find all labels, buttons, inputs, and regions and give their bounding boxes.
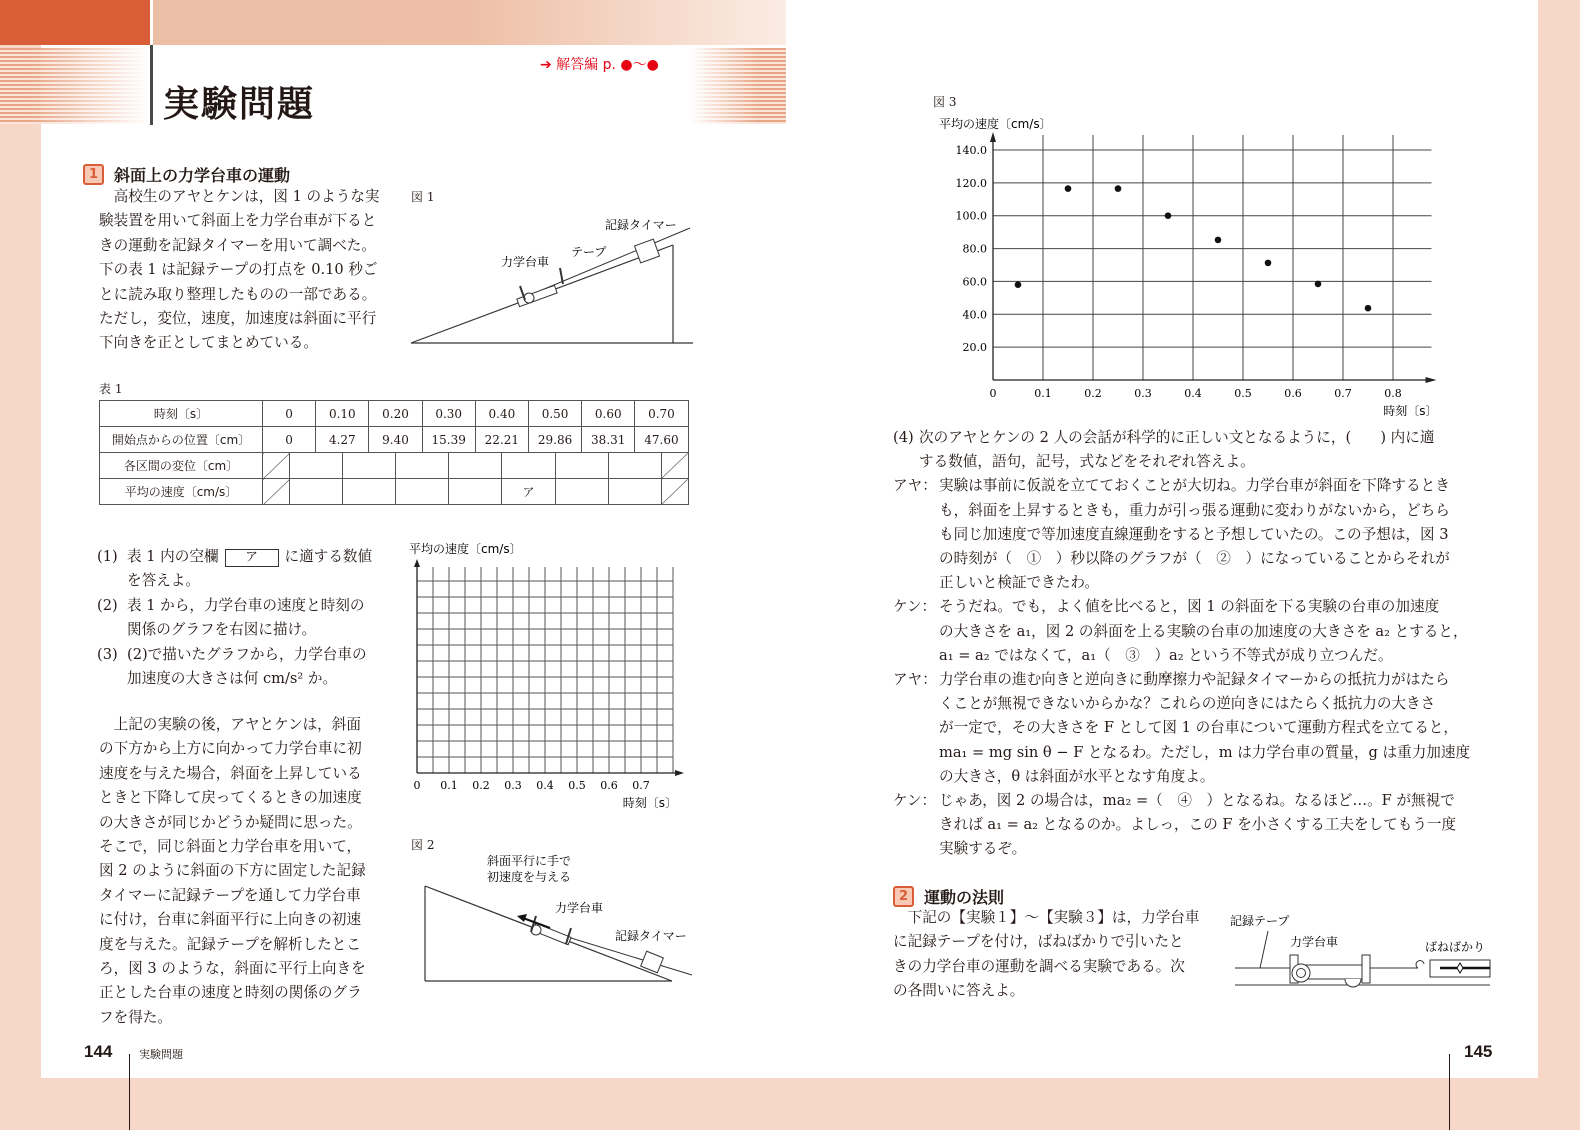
text-line: 正とした台車の速度と時刻の関係のグラ: [99, 984, 362, 1002]
y-tick-label: 40.0: [962, 308, 987, 322]
table-cell: 0.30: [422, 401, 475, 427]
fig2-cart-label: 力学台車: [555, 901, 604, 915]
tape-label: 記録テープ: [1230, 914, 1290, 928]
table-cell: [342, 479, 395, 505]
question-item: [97, 594, 397, 643]
text-line: に記録テープを付け，ばねばかりで引いたと: [893, 933, 1184, 951]
text-line: の下方から上方に向かって力学台車に初: [99, 740, 362, 758]
text-line: きれば a₁ = a₂ となるのか。よしっ，この F を小さくする工夫をしてもう一度: [939, 816, 1457, 834]
table-cell: 0: [263, 401, 316, 427]
question-number: (1): [97, 548, 118, 565]
text-line: 下の表 1 は記録テープの打点を 0.10 秒ご: [99, 261, 378, 279]
text-line: が一定で，その大きさを F として図 1 の台車について運動方程式を立てると，: [939, 719, 1458, 737]
dialog-turn: [893, 668, 1493, 789]
header-gradient-band: [153, 0, 786, 45]
table-row: [100, 427, 689, 453]
text-line: 実験するぞ。: [939, 840, 1027, 858]
question-body: [919, 426, 1434, 474]
x-axis-arrow: [675, 770, 684, 776]
dialog-body: [939, 668, 1470, 789]
section2-figure: [1220, 905, 1490, 995]
row-header: 各区間の変位〔cm〕: [100, 453, 263, 479]
questions-list: [97, 545, 397, 691]
x-tick-label: 0.4: [1184, 387, 1202, 400]
text-line: 関係のグラフを右図に描け。: [127, 621, 317, 639]
section2-heading: [893, 885, 1004, 908]
y-tick-label: 60.0: [962, 275, 987, 289]
table-cell: 0.40: [475, 401, 528, 427]
text-line: の大きさ，θ は斜面が水平となす角度よ。: [939, 767, 1215, 785]
text-line: 速度を与えた場合，斜面を上昇している: [99, 764, 362, 782]
speaker: アヤ：: [893, 477, 937, 495]
text-line: (2)で描いたグラフから，力学台車の: [127, 645, 367, 663]
empty-slashed-cell: [263, 479, 290, 505]
text-line: も同じ加速度で等加速度直線運動をすると予想していたの。この予想は，図 3: [939, 525, 1449, 543]
text-line: 力学台車の進む向きと逆向きに動摩擦力や記録タイマーからの抵抗力がはたら: [939, 671, 1450, 689]
question-number: (4): [893, 429, 914, 446]
speaker: ケン：: [893, 598, 937, 616]
footer-divider-left: [129, 1054, 130, 1130]
x-tick-label: 0.3: [1134, 387, 1152, 400]
question-number: (2): [97, 596, 118, 614]
left-margin: [0, 124, 41, 1130]
fig2-push-label-2: 初速度を与える: [487, 870, 572, 884]
question-number: (3): [97, 645, 118, 663]
text-line: も，斜面を上昇するときも，重力が引っ張る運動に変わりがないから，どちら: [939, 501, 1450, 519]
data-point: [1315, 281, 1322, 288]
dialog-turn: [893, 789, 1493, 862]
empty-slashed-cell: [661, 453, 688, 479]
x-tick-label: 0.6: [1284, 387, 1302, 400]
text: に適する数値: [284, 548, 373, 565]
x-tick-label: 0.3: [504, 779, 522, 792]
story-text: [99, 713, 404, 1030]
x-tick-label: 0.5: [568, 779, 586, 792]
blank-graph: [405, 537, 695, 810]
data-point: [1165, 212, 1172, 219]
header-accent-block: [0, 0, 150, 45]
y-tick-label: 100.0: [955, 209, 987, 223]
fig1-timer-label: 記録タイマー: [605, 218, 677, 232]
text-line: ma₁ = mg sin θ − F となるわ。ただし，m は力学台車の質量，g は重力加速度: [939, 743, 1471, 761]
table-cell: [449, 453, 502, 479]
x-tick-label: 0.5: [1234, 387, 1252, 400]
text-line: 下記の【実験１】〜【実験３】は，力学台車: [893, 909, 1200, 926]
text-line: とに読み取り整理したものの一部である。: [99, 285, 377, 303]
table-cell: 4.27: [316, 427, 369, 453]
x-tick-label: 0.7: [1334, 387, 1352, 400]
text-line: 上記の実験の後，アヤとケンは，斜面: [99, 716, 361, 733]
fig1-cart-label: 力学台車: [501, 255, 550, 269]
row-header: 平均の速度〔cm/s〕: [100, 479, 263, 505]
text: 表 1 内の空欄: [127, 548, 219, 565]
text-line: 実験は事前に仮説を立てておくことが大切ね。力学台車が斜面を下降するとき: [939, 477, 1450, 495]
x-tick-label: 0.2: [1084, 387, 1102, 400]
text-line: を答えよ。: [127, 572, 200, 590]
page-title: 実験問題: [163, 84, 316, 125]
table-cell: [449, 479, 502, 505]
data-point: [1015, 281, 1022, 288]
x-tick-label: 0.8: [1384, 387, 1402, 400]
table-cell: [608, 479, 661, 505]
x-tick-label: 0: [989, 387, 997, 400]
question-body: [127, 545, 372, 594]
section-number-badge: 2: [893, 886, 914, 907]
table-row: [100, 401, 689, 427]
speaker: ケン：: [893, 792, 937, 810]
data-point: [1115, 185, 1122, 192]
fig3-xlabel: 時刻〔s〕: [1383, 404, 1438, 418]
x-tick-label: 0.7: [632, 779, 650, 792]
fig2-push-label-1: 斜面平行に手で: [487, 854, 572, 868]
table-row: [100, 453, 689, 479]
table-cell: [342, 453, 395, 479]
fig1-cart-wheel: [524, 293, 534, 303]
question4: [893, 426, 1493, 474]
table-cell: 0.60: [582, 401, 635, 427]
fig1-tape: [530, 228, 690, 295]
dialog-body: [939, 789, 1456, 862]
text-line: の時刻が（ ① ）秒以降のグラフが（ ② ）になっていることからそれが: [939, 550, 1450, 568]
table-cell: [555, 479, 608, 505]
section1-heading: [83, 163, 290, 186]
table-cell: 0.50: [528, 401, 581, 427]
table-cell: 47.60: [635, 427, 688, 453]
y-tick-label: 80.0: [962, 242, 987, 256]
question-body: [127, 594, 364, 643]
y-tick-label: 20.0: [962, 341, 987, 355]
text-line: 正しいと検証できたわ。: [939, 574, 1099, 592]
fig2-timer: [641, 951, 664, 973]
answer-reference: ➔ 解答編 p. ●〜●: [540, 57, 659, 73]
text-line: 下向きを正としてまとめている。: [99, 334, 318, 352]
fig3-chart: [925, 110, 1445, 418]
table-cell: [289, 453, 342, 479]
section2-intro: [893, 906, 1218, 1004]
dialog-body: [939, 595, 1468, 668]
section-number-badge: 1: [83, 164, 104, 185]
x-tick-label: 0.4: [536, 779, 554, 792]
text-line: 験装置を用いて斜面上を力学台車が下ると: [99, 212, 377, 230]
table-cell: 0.70: [635, 401, 688, 427]
question-item: [97, 545, 397, 594]
x-axis-arrow: [1426, 377, 1437, 383]
x-tick-label: 0: [413, 779, 421, 792]
x-tick-label: 0.6: [600, 779, 618, 792]
dialog-body: [939, 474, 1450, 595]
cart-post: [1362, 955, 1370, 983]
section1-title: 斜面上の力学台車の運動: [114, 166, 291, 185]
table-cell: ア: [502, 479, 555, 505]
row-header: 時刻〔s〕: [100, 401, 263, 427]
text-line: [127, 545, 372, 569]
text-line: に付け，台車に斜面平行に上向きの初速: [99, 911, 362, 929]
fig1-diagram: [405, 200, 695, 350]
x-tick-label: 0.1: [440, 779, 458, 792]
table-cell: [289, 479, 342, 505]
empty-slashed-cell: [263, 453, 290, 479]
blank-box-a: ア: [225, 549, 279, 567]
text-line: の各問いに答えよ。: [893, 982, 1025, 1000]
tape-leader: [1260, 931, 1268, 968]
data-point: [1365, 305, 1372, 312]
y-axis-arrow: [414, 559, 420, 567]
dialog-turn: [893, 595, 1493, 668]
question-body: [127, 643, 367, 692]
question-item: [97, 643, 397, 692]
page-number-right: 145: [1464, 1042, 1493, 1061]
running-title: 実験問題: [139, 1048, 183, 1061]
dialog-turn: [893, 474, 1493, 595]
table-cell: 0.20: [369, 401, 422, 427]
y-axis-arrow: [990, 132, 996, 142]
table-cell: 29.86: [528, 427, 581, 453]
y-tick-label: 120.0: [955, 176, 987, 190]
question4-dialog: [893, 426, 1493, 862]
blank-graph-xlabel: 時刻〔s〕: [622, 796, 677, 810]
text-line: くことが無視できないからかな？これらの逆向きにはたらく抵抗力の大きさ: [939, 695, 1436, 713]
row-header: 開始点からの位置〔cm〕: [100, 427, 263, 453]
empty-slashed-cell: [661, 479, 688, 505]
text-line: タイマーに記録テープを通して力学台車: [99, 886, 361, 904]
text-line: 度を与えた。記録テープを解析したとこ: [99, 935, 361, 953]
header-stripes-left: [0, 48, 150, 124]
text-line: 図 2 のように斜面の下方に固定した記録: [99, 862, 366, 880]
fig1-label: 図 1: [411, 190, 435, 204]
speaker: アヤ：: [893, 671, 937, 689]
footer-divider-right: [1449, 1054, 1450, 1130]
text-line: じゃあ，図 2 の場合は，ma₂ =（ ④ ）となるね。なるほど…。F が無視で: [939, 792, 1455, 810]
table1-label: 表 1: [99, 382, 123, 396]
text-line: の大きさを a₁，図 2 の斜面を上る実験の台車の加速度の大きさを a₂ とすると，: [939, 622, 1468, 640]
table-cell: [395, 453, 448, 479]
page-number-left: 144: [84, 1042, 113, 1061]
text-line: ときと下降して戻ってくるときの加速度: [99, 789, 362, 807]
text-line: そこで，同じ斜面と力学台車を用いて，: [99, 838, 362, 856]
blank-graph-ylabel: 平均の速度〔cm/s〕: [409, 542, 522, 556]
cart-wheel-hub: [1297, 969, 1306, 978]
table-cell: 9.40: [369, 427, 422, 453]
text-line: ろ，図 3 のような，斜面に平行上向きを: [99, 960, 366, 978]
table1: [99, 400, 689, 505]
table-row: [100, 479, 689, 505]
cart-wheel-rear: [1345, 979, 1361, 987]
table-cell: 0: [263, 427, 316, 453]
table-cell: [555, 453, 608, 479]
section1-intro: [99, 185, 404, 356]
table-cell: [502, 453, 555, 479]
text-line: きの力学台車の運動を調べる実験である。次: [893, 957, 1185, 975]
text-line: a₁ = a₂ ではなくて，a₁（ ③ ）a₂ という不等式が成り立つんだ。: [939, 646, 1393, 664]
fig2-push-arrowhead: [517, 914, 527, 922]
fig3-ylabel: 平均の速度〔cm/s〕: [939, 117, 1052, 131]
text-line: 表 1 から，力学台車の速度と時刻の: [127, 596, 365, 614]
x-tick-label: 0.1: [1034, 387, 1052, 400]
cart-label: 力学台車: [1290, 935, 1339, 949]
data-point: [1065, 185, 1072, 192]
title-divider: [150, 45, 153, 125]
fig2-timer-label: 記録タイマー: [615, 929, 687, 943]
text-line: 加速度の大きさは何 cm/s² か。: [127, 670, 338, 688]
text-line: フを得た。: [99, 1008, 172, 1026]
fig2-diagram: [405, 850, 705, 985]
text-line: そうだね。でも，よく値を比べると，図 1 の斜面を下る実験の台車の加速度: [939, 598, 1440, 616]
table-cell: 15.39: [422, 427, 475, 453]
y-tick-label: 140.0: [955, 144, 987, 157]
table-cell: [608, 453, 661, 479]
table-cell: 38.31: [582, 427, 635, 453]
table-cell: 0.10: [316, 401, 369, 427]
fig3-label: 図 3: [933, 95, 957, 109]
text-line: する数値，語句，記号，式などをそれぞれ答えよ。: [919, 453, 1255, 471]
text-line: の大きさが同じかどうか疑問に思った。: [99, 813, 362, 831]
text-line: きの運動を記録タイマーを用いて調べた。: [99, 236, 376, 254]
spring-label: ばねばかり: [1425, 940, 1486, 954]
spring-hook: [1416, 961, 1424, 968]
header-stripes-right: [690, 48, 786, 124]
text-line: 高校生のアヤとケンは，図 1 のような実: [99, 188, 380, 205]
x-tick-label: 0.2: [472, 779, 490, 792]
data-point: [1215, 237, 1222, 244]
data-point: [1265, 260, 1272, 267]
table-cell: [395, 479, 448, 505]
text-line: ただし，変位，速度，加速度は斜面に平行: [99, 310, 377, 328]
fig2-label: 図 2: [411, 838, 435, 852]
section2-title: 運動の法則: [924, 888, 1005, 907]
fig1-tape-label: テープ: [571, 245, 607, 259]
text-line: 次のアヤとケンの 2 人の会話が科学的に正しい文となるように，( ) 内に適: [919, 429, 1435, 446]
table-cell: 22.21: [475, 427, 528, 453]
